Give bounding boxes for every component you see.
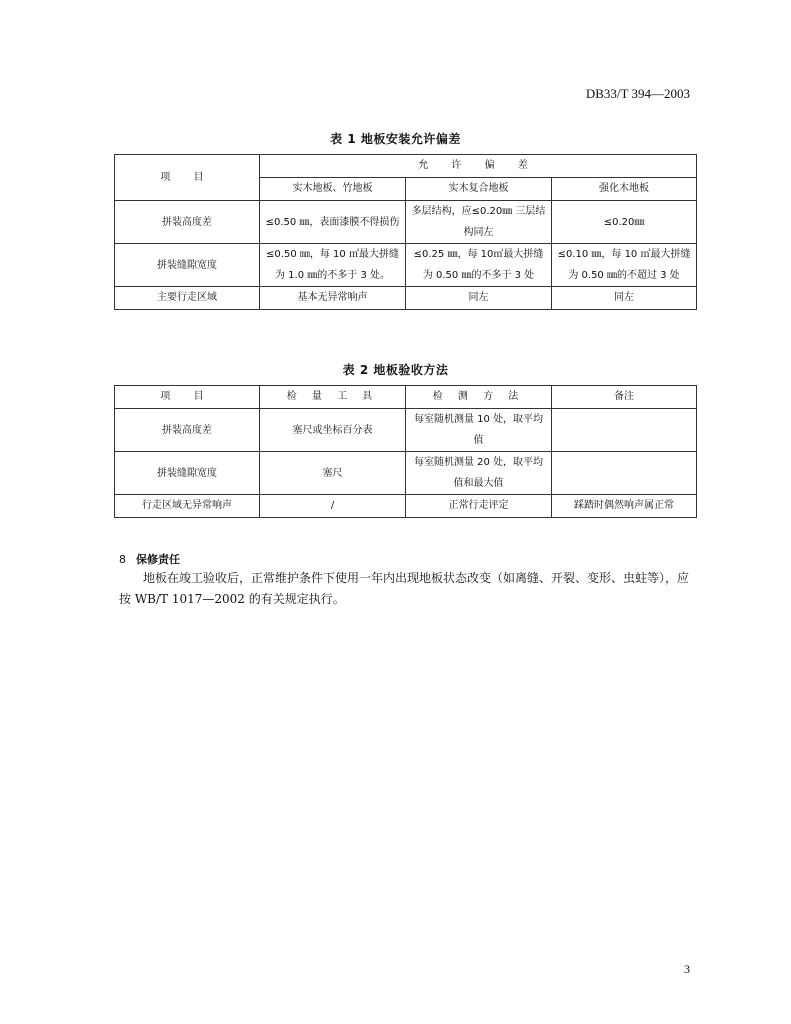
table2-row-label: 拼装缝隙宽度 xyxy=(115,452,260,495)
standard-code: DB33/T 394—2003 xyxy=(585,86,690,101)
table-cell: 踩踏时偶然响声属正常 xyxy=(552,495,697,518)
table2-row-label: 拼装高度差 xyxy=(115,409,260,452)
table1-col-solid-wood: 实木地板、竹地板 xyxy=(260,178,406,201)
table2-header-method: 检 测 方 法 xyxy=(406,386,552,409)
table-cell: ≤0.50 ㎜，每 10 ㎡最大拼缝为 1.0 ㎜的不多于 3 处。 xyxy=(260,244,406,287)
table-row xyxy=(115,287,697,310)
table-row xyxy=(115,244,697,287)
table-cell: 基本无异常响声 xyxy=(260,287,406,310)
table-row xyxy=(115,409,697,452)
table-row xyxy=(115,452,697,495)
table1-col-laminate: 强化木地板 xyxy=(552,178,697,201)
table2-row-label: 行走区域无异常响声 xyxy=(115,495,260,518)
table-cell: / xyxy=(260,495,406,518)
table1-col-engineered: 实木复合地板 xyxy=(406,178,552,201)
table-cell: 塞尺或坐标百分表 xyxy=(260,409,406,452)
table1-row-label: 拼装高度差 xyxy=(115,201,260,244)
table1-header-group: 允 许 偏 差 xyxy=(260,155,697,178)
table-cell xyxy=(552,452,697,495)
table1-row-label: 主要行走区域 xyxy=(115,287,260,310)
table-row xyxy=(115,155,697,178)
table-cell: 正常行走评定 xyxy=(406,495,552,518)
table1-row-label: 拼装缝隙宽度 xyxy=(115,244,260,287)
page-number: 3 xyxy=(684,962,690,976)
table-cell: ≤0.50 ㎜，表面漆膜不得损伤 xyxy=(260,201,406,244)
table-cell: 同左 xyxy=(552,287,697,310)
table1-caption: 表 1 地板安装允许偏差 xyxy=(330,132,461,146)
table-cell: ≤0.25 ㎜，每 10㎡最大拼缝为 0.50 ㎜的不多于 3 处 xyxy=(406,244,552,287)
table1-installation-tolerance xyxy=(114,154,697,310)
table-cell: 每室随机测量 10 处，取平均值 xyxy=(406,409,552,452)
table-cell xyxy=(552,409,697,452)
table-cell: ≤0.10 ㎜，每 10 ㎡最大拼缝为 0.50 ㎜的不超过 3 处 xyxy=(552,244,697,287)
table-cell: 多层结构，应≤0.20㎜ 三层结构同左 xyxy=(406,201,552,244)
table-row xyxy=(115,201,697,244)
table-cell: 每室随机测量 20 处，取平均值和最大值 xyxy=(406,452,552,495)
table-cell: ≤0.20㎜ xyxy=(552,201,697,244)
table2-header-remark: 备注 xyxy=(552,386,697,409)
table2-header-item: 项 目 xyxy=(115,386,260,409)
section-heading xyxy=(119,551,180,567)
table-row xyxy=(115,386,697,409)
section-number: 8 xyxy=(119,553,126,566)
table1-header-item: 项 目 xyxy=(115,155,260,201)
section-body xyxy=(119,568,691,610)
section-paragraph: 地板在竣工验收后，正常维护条件下使用一年内出现地板状态改变（如离缝、开裂、变形、虫蛀等），应按 WB/T 1017—2002 的有关规定执行。 xyxy=(119,571,690,606)
table2-acceptance-methods xyxy=(114,385,697,518)
section-title: 保修责任 xyxy=(136,553,180,566)
table-cell: 同左 xyxy=(406,287,552,310)
table2-caption: 表 2 地板验收方法 xyxy=(342,363,449,377)
table-row xyxy=(115,495,697,518)
table2-header-tool: 检 量 工 具 xyxy=(260,386,406,409)
table-cell: 塞尺 xyxy=(260,452,406,495)
